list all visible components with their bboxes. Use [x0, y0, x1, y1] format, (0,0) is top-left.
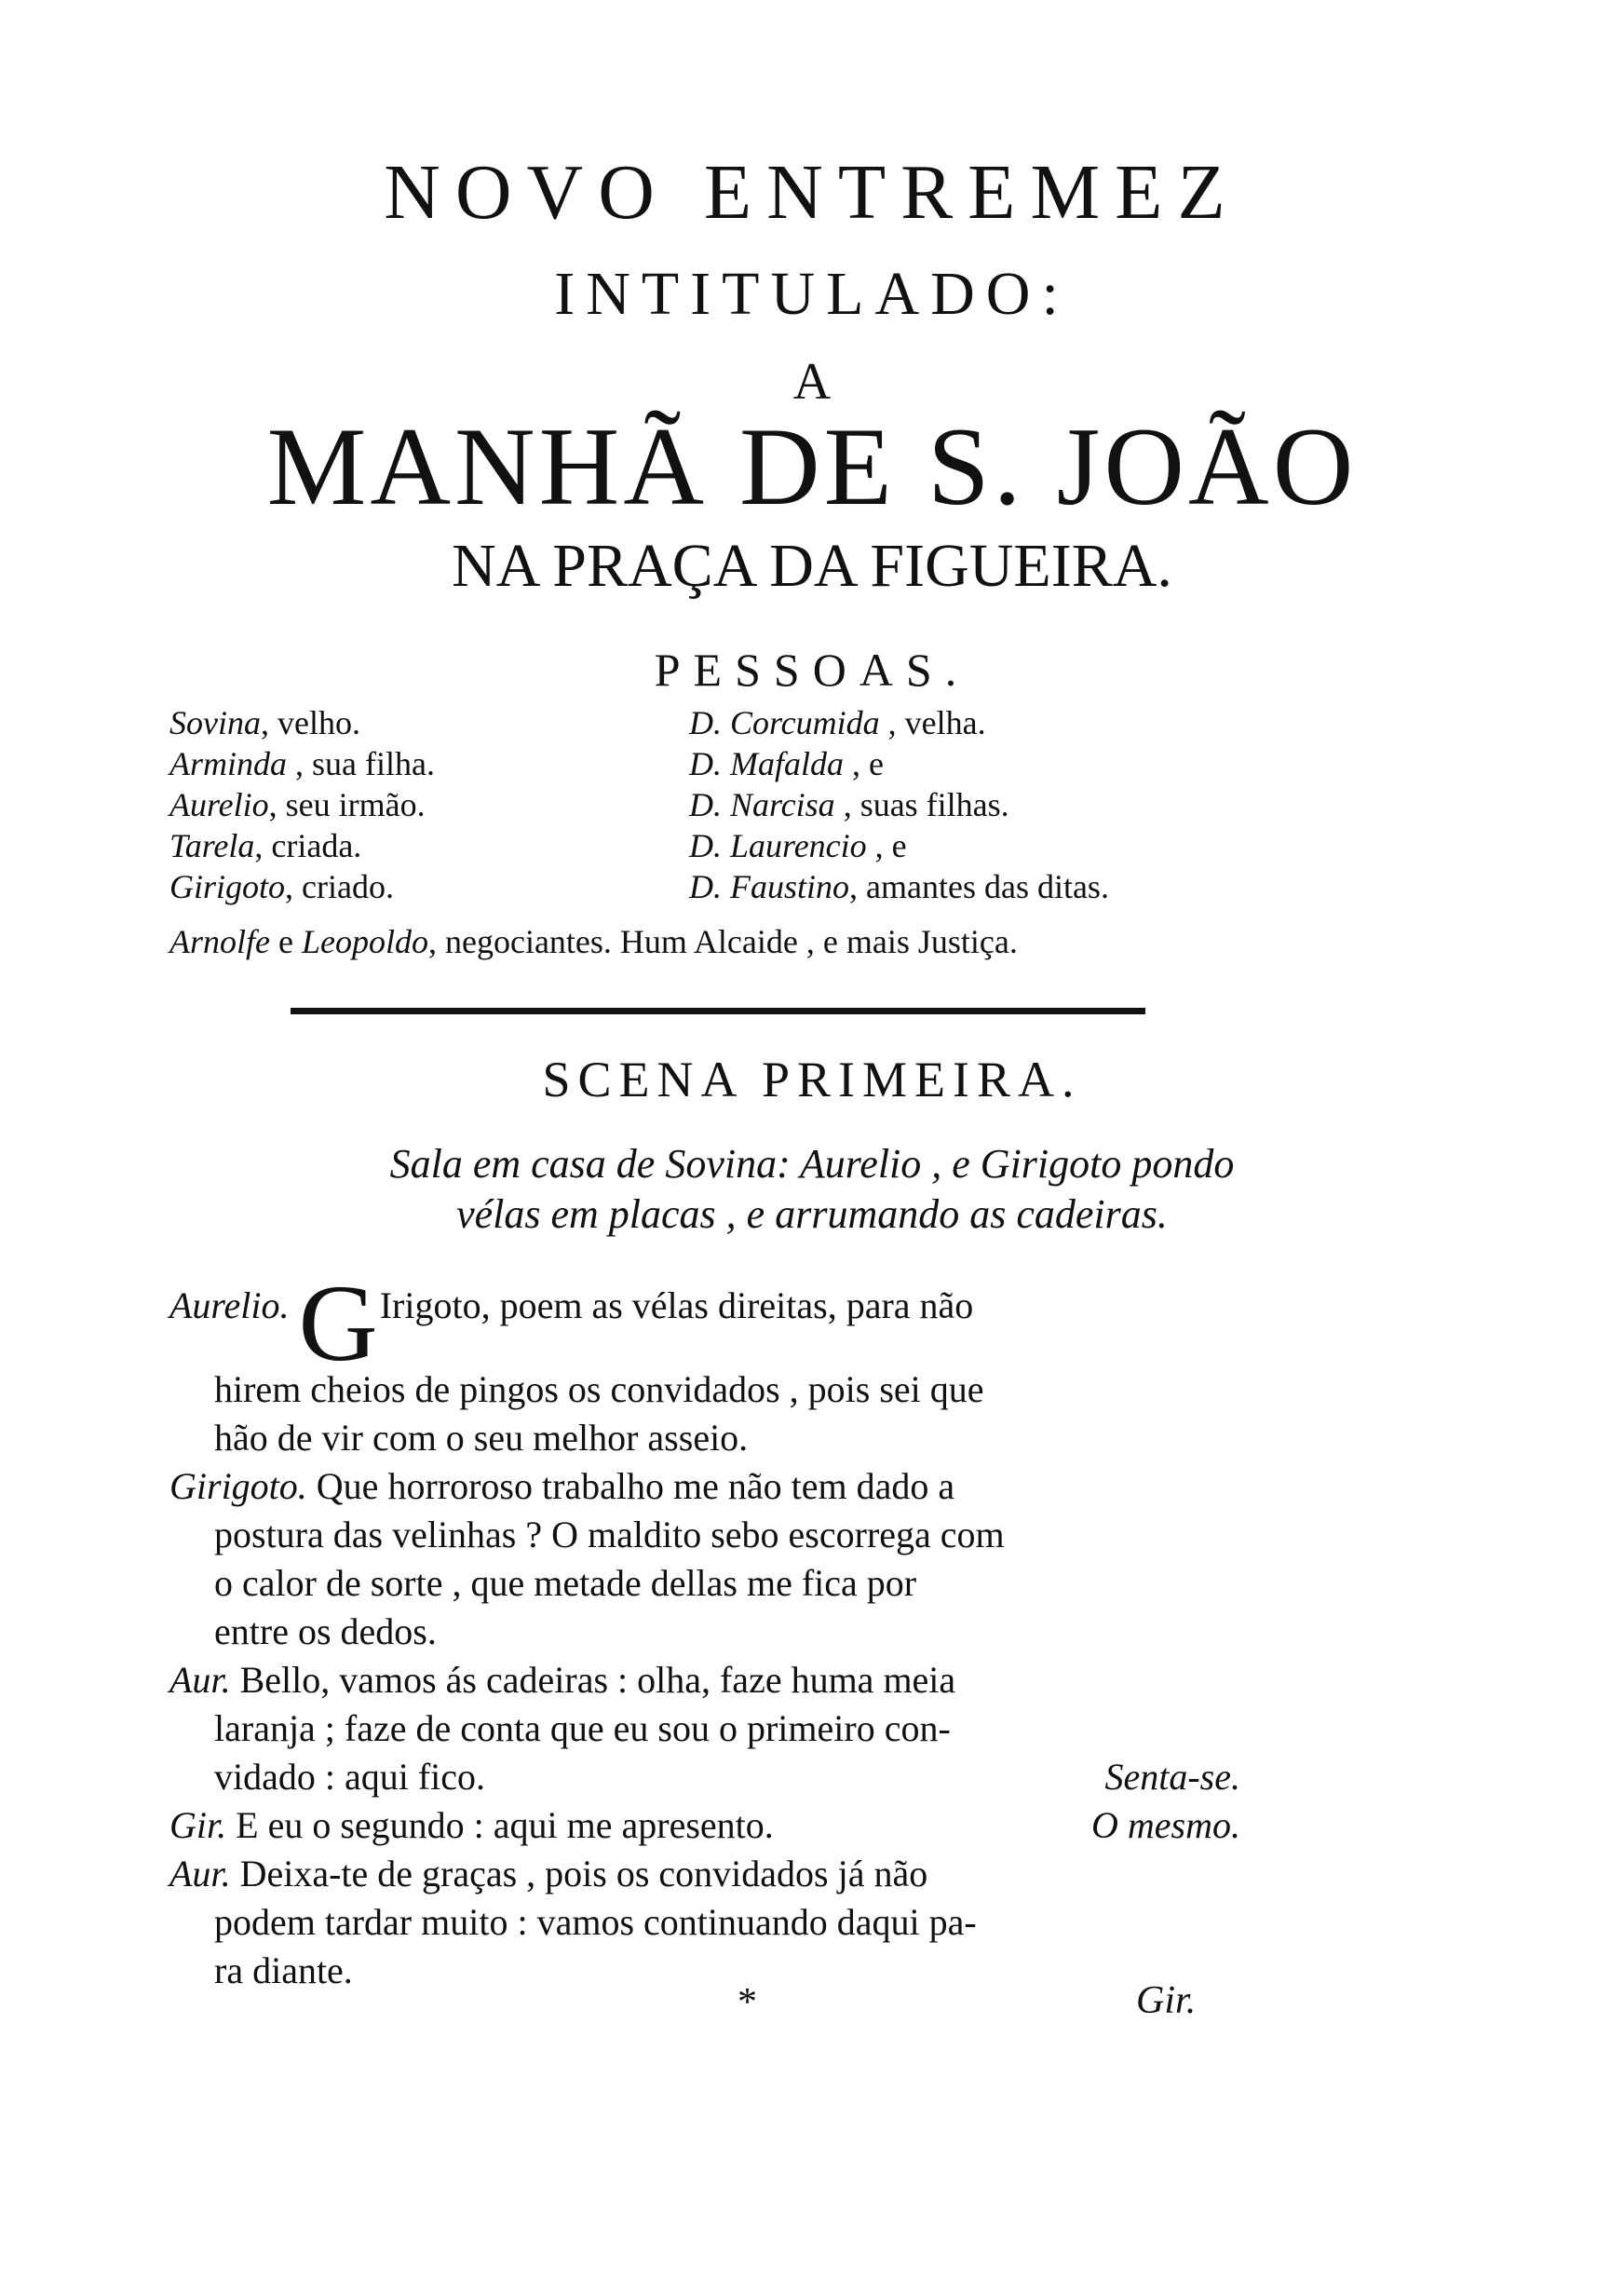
cast-name: Girigoto	[169, 868, 286, 905]
speech	[169, 1656, 1240, 1801]
speech-text: Irigoto, poem as vélas direitas, para não	[379, 1284, 974, 1326]
cast-item	[689, 743, 1109, 784]
scene-title: SCENA PRIMEIRA.	[542, 1052, 1082, 1107]
speech	[169, 1462, 1240, 1656]
cast-item	[169, 702, 435, 743]
cast-connector: e	[269, 923, 302, 960]
speaker-name: Girigoto.	[169, 1465, 307, 1507]
cast-name: Arminda	[169, 745, 287, 782]
divider-rule	[291, 1008, 1145, 1014]
title-line-1: NOVO ENTREMEZ	[384, 149, 1240, 236]
speech-text: Que horroroso trabalho me não tem dado a	[316, 1465, 955, 1507]
cast-desc: , velha.	[879, 704, 986, 741]
speech	[169, 1850, 1240, 1995]
speech-line: ra diante.	[214, 1949, 353, 1991]
title-line-5: NA PRAÇA DA FIGUEIRA.	[452, 532, 1172, 600]
speaker-name: Gir.	[169, 1804, 227, 1846]
cast-desc: , seu irmão.	[268, 786, 426, 823]
cast-desc: , amantes das ditas.	[849, 868, 1109, 905]
speech-line: laranja ; faze de conta que eu sou o primeiro con-	[214, 1707, 951, 1749]
cast-desc: , velho.	[260, 704, 360, 741]
cast-item	[169, 743, 435, 784]
speech-line: o calor de sorte , que metade dellas me fica por	[214, 1562, 917, 1604]
cast-extra-line	[169, 922, 1018, 961]
cast-name: Arnolfe	[169, 923, 270, 960]
speech-line	[169, 1850, 1240, 1898]
cast-name: D. Corcumida	[689, 704, 880, 741]
speech-text: E eu o segundo : aqui me apresento.	[236, 1804, 774, 1846]
speech-line: podem tardar muito : vamos continuando daqui pa-	[214, 1901, 977, 1943]
cast-name: D. Mafalda	[689, 745, 844, 782]
speech-line	[169, 1462, 1240, 1511]
cast-name: Leopoldo	[301, 923, 428, 960]
speech-text: Bello, vamos ás cadeiras : olha, faze huma meia	[239, 1659, 956, 1701]
drop-cap: G	[298, 1262, 378, 1384]
cast-item	[169, 866, 435, 907]
cast-list-right	[689, 702, 1109, 907]
cast-heading: PESSOAS.	[654, 644, 970, 696]
speech-line	[169, 1262, 1240, 1384]
cast-name: D. Laurencio	[689, 827, 867, 864]
cast-desc: , suas filhas.	[834, 786, 1009, 823]
cast-item	[689, 784, 1109, 825]
cast-desc: , sua filha.	[287, 745, 435, 782]
cast-item	[169, 825, 435, 866]
stage-direction-line-2: vélas em placas , e arrumando as cadeiras.	[456, 1191, 1168, 1237]
title-line-4: MANHÃ DE S. JOÃO	[266, 404, 1358, 528]
cast-desc: , criado.	[285, 868, 394, 905]
cast-item	[689, 702, 1109, 743]
cast-name: D. Faustino	[689, 868, 850, 905]
dialogue-body	[169, 1262, 1240, 1995]
speech-line: hirem cheios de pingos os convidados , pois sei que	[214, 1368, 984, 1410]
speech-line: hão de vir com o seu melhor asseio.	[214, 1417, 749, 1459]
speech-text: Deixa-te de graças , pois os convidados já não	[239, 1853, 928, 1894]
cast-item	[689, 866, 1109, 907]
cast-desc: , e	[844, 745, 884, 782]
stage-direction-line-1: Sala em casa de Sovina: Aurelio , e Girigoto pondo	[389, 1141, 1235, 1187]
cast-name: Aurelio	[169, 786, 269, 823]
cast-desc: , negociantes. Hum Alcaide , e mais Justiça.	[427, 923, 1018, 960]
speech-line: entre os dedos.	[214, 1610, 437, 1652]
cast-list-left	[169, 702, 435, 907]
cast-item	[169, 784, 435, 825]
title-line-3: A	[792, 353, 832, 411]
cast-desc: , criada.	[254, 827, 362, 864]
cast-name: Sovina	[169, 704, 261, 741]
speech-line: postura das velinhas ? O maldito sebo escorrega com	[214, 1514, 1005, 1555]
stage-direction: O mesmo.	[1091, 1804, 1240, 1846]
speaker-name: Aurelio.	[169, 1284, 290, 1326]
speech-line	[169, 1753, 1240, 1801]
stage-direction: Senta-se.	[1104, 1756, 1240, 1798]
speech-line	[169, 1656, 1240, 1704]
speech	[169, 1262, 1240, 1462]
speech-text: vidado : aqui fico.	[214, 1756, 486, 1798]
speech-line	[169, 1801, 1240, 1850]
cast-name: D. Narcisa	[689, 786, 835, 823]
catchword: Gir.	[1136, 1979, 1197, 2022]
signature-mark: *	[738, 1981, 757, 2024]
cast-item	[689, 825, 1109, 866]
speech	[169, 1801, 1240, 1850]
speaker-name: Aur.	[169, 1659, 231, 1701]
cast-name: Tarela	[169, 827, 255, 864]
title-line-2: INTITULADO:	[554, 260, 1070, 328]
cast-desc: , e	[866, 827, 907, 864]
speaker-name: Aur.	[169, 1853, 231, 1894]
